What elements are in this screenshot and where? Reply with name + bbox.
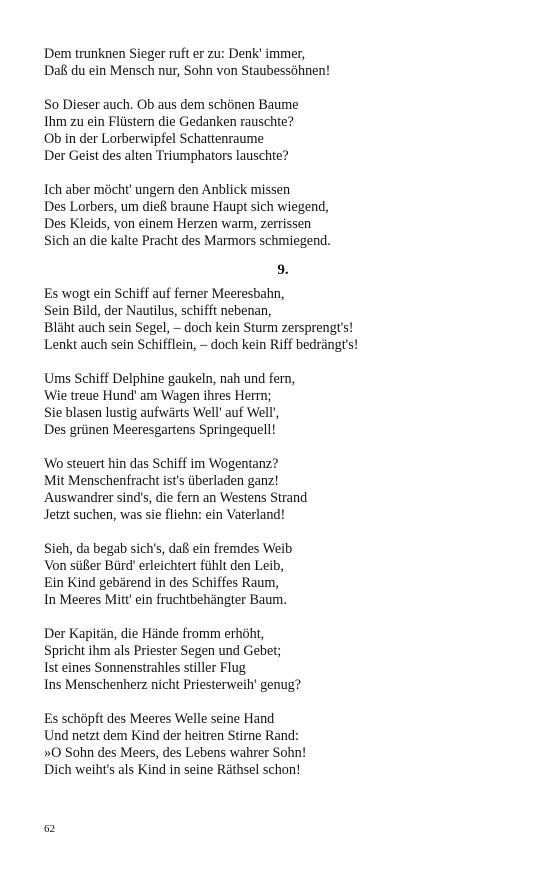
verse-line: Ob in der Lorberwipfel Schattenraume	[44, 131, 264, 147]
verse-line: Mit Menschenfracht ist's überladen ganz!	[44, 473, 279, 489]
verse-line: Sein Bild, der Nautilus, schifft nebenan,	[44, 303, 272, 319]
stanza	[44, 286, 514, 354]
verse-line: Spricht ihm als Priester Segen und Gebet;	[44, 643, 282, 659]
verse-line: Des grünen Meeresgartens Springequell!	[44, 422, 277, 438]
verse-line: »O Sohn des Meers, des Lebens wahrer Sohn!	[44, 745, 307, 761]
verse-line: Der Kapitän, die Hände fromm erhöht,	[44, 626, 265, 642]
verse-line: Daß du ein Mensch nur, Sohn von Staubessöhnen!	[44, 63, 331, 79]
verse-line: Des Lorbers, um dieß braune Haupt sich wiegend,	[44, 199, 329, 215]
verse-line: In Meeres Mitt' ein fruchtbehängter Baum.	[44, 592, 287, 608]
verse-line: Wo steuert hin das Schiff im Wogentanz?	[44, 456, 279, 472]
verse-line: Ist eines Sonnenstrahles stiller Flug	[44, 660, 246, 676]
verse-line: Es wogt ein Schiff auf ferner Meeresbahn,	[44, 286, 285, 302]
verse-line: Ins Menschenherz nicht Priesterweih' genug?	[44, 677, 302, 693]
verse-line: Von süßer Bürd' erleichtert fühlt den Leib,	[44, 558, 284, 574]
verse-line: Der Geist des alten Triumphators lauschte?	[44, 148, 289, 164]
stanza	[44, 711, 514, 779]
poem-number: 9.	[277, 262, 289, 278]
verse-line: Lenkt auch sein Schifflein, – doch kein Riff bedrängt's!	[44, 337, 359, 353]
verse-line: Auswandrer sind's, die fern an Westens Strand	[44, 490, 308, 506]
stanza	[44, 626, 514, 694]
verse-line: Dem trunknen Sieger ruft er zu: Denk' immer,	[44, 46, 306, 62]
verse-line: Es schöpft des Meeres Welle seine Hand	[44, 711, 275, 727]
verse-line: Dich weiht's als Kind in seine Räthsel schon!	[44, 762, 301, 778]
stanza	[44, 97, 514, 165]
page-number: 62	[44, 823, 55, 835]
verse-line: Sieh, da begab sich's, daß ein fremdes Weib	[44, 541, 293, 557]
stanza	[44, 182, 514, 250]
verse-line: Ihm zu ein Flüstern die Gedanken rauschte?	[44, 114, 294, 130]
stanza	[44, 456, 514, 524]
verse-line: So Dieser auch. Ob aus dem schönen Baume	[44, 97, 299, 113]
page-body	[44, 46, 514, 779]
verse-line: Ums Schiff Delphine gaukeln, nah und fern,	[44, 371, 296, 387]
poem-9	[44, 286, 514, 779]
poem-continued	[44, 46, 514, 250]
verse-line: Wie treue Hund' am Wagen ihres Herrn;	[44, 388, 272, 404]
verse-line: Sich an die kalte Pracht des Marmors schmiegend.	[44, 233, 331, 249]
verse-line: Bläht auch sein Segel, – doch kein Sturm zersprengt's!	[44, 320, 354, 336]
stanza	[44, 541, 514, 609]
verse-line: Des Kleids, von einem Herzen warm, zerrissen	[44, 216, 312, 232]
verse-line: Und netzt dem Kind der heitren Stirne Rand:	[44, 728, 299, 744]
stanza	[44, 371, 514, 439]
verse-line: Ich aber möcht' ungern den Anblick missen	[44, 182, 291, 198]
stanza	[44, 46, 514, 80]
verse-line: Jetzt suchen, was sie fliehn: ein Vaterland!	[44, 507, 286, 523]
verse-line: Sie blasen lustig aufwärts Well' auf Well',	[44, 405, 280, 421]
verse-line: Ein Kind gebärend in des Schiffes Raum,	[44, 575, 279, 591]
